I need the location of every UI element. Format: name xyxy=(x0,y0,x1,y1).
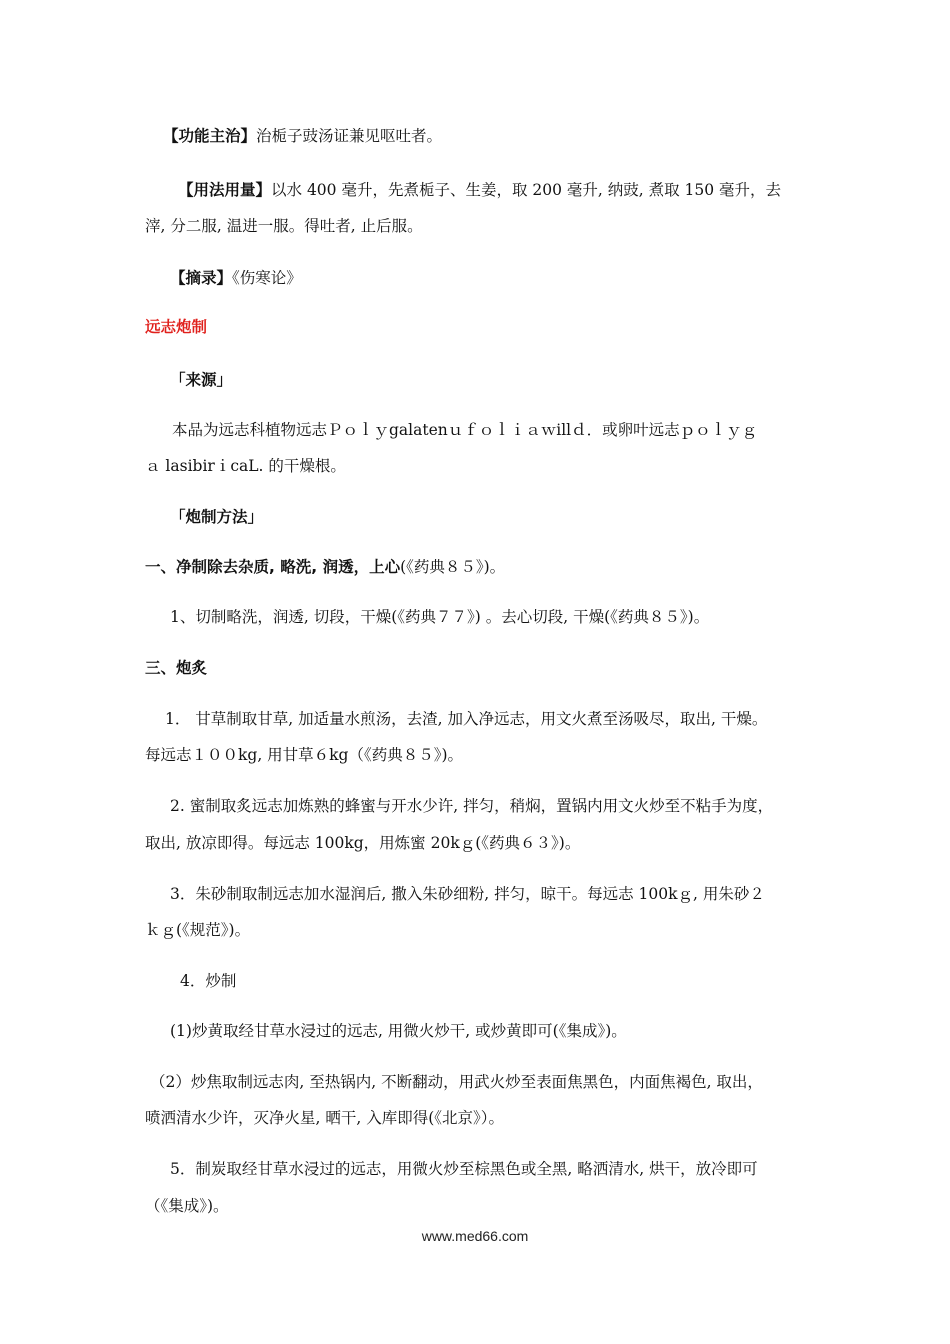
stir-fry-yellow: (1)炒黄取经甘草水浸过的远志, 用微火炒干, 或炒黄即可(《集成》)。 xyxy=(170,1022,627,1040)
carbonize-line-2: （《集成》)。 xyxy=(145,1197,229,1215)
method-cleaning-line xyxy=(145,557,505,577)
method-processing-heading: 三、炮炙 xyxy=(145,659,208,677)
stir-fry-charred-line-1: （2）炒焦取制远志肉, 至热锅内, 不断翻动，用武火炒至表面焦黑色，内面焦褐色, 取出， xyxy=(150,1073,763,1091)
stir-fry-charred-line-2: 喷洒清水少许，灭净火星, 晒干, 入库即得(《北京》）。 xyxy=(145,1109,505,1127)
excerpt-text: 《伤寒论》 xyxy=(232,269,302,287)
method-cutting: 1、切制略洗，润透, 切段，干燥(《药典７７》) 。去心切段, 干燥(《药典８５》)。 xyxy=(170,608,710,626)
licorice-method-line-2: 每远志１００kg, 用甘草６kg（《药典８５》)。 xyxy=(145,746,464,764)
usage-dosage-continuation: 滓, 分二服, 温进一服。得吐者, 止后服。 xyxy=(145,217,423,235)
usage-dosage-line xyxy=(178,180,781,200)
heading-method: 「炮制方法」 xyxy=(170,508,264,526)
source-text-line-2: ａ lasibirｉcaL. 的干燥根。 xyxy=(145,457,346,475)
carbonize-line-1: 5．制炭取经甘草水浸过的远志，用微火炒至棕黑色或全黑, 略洒清水, 烘干，放冷即可 xyxy=(170,1160,758,1178)
cinnabar-method-line-1: 3．朱砂制取制远志加水湿润后, 撒入朱砂细粉, 拌匀，晾干。每远志 100kｇ, 用朱砂２ xyxy=(170,885,765,903)
excerpt-label: 【摘录】 xyxy=(170,269,233,287)
function-indication-label: 【功能主治】 xyxy=(163,127,257,145)
footer-url: www.med66.com xyxy=(421,1228,529,1244)
method-cleaning-text: (《药典８５》)。 xyxy=(400,558,506,576)
usage-dosage-label: 【用法用量】 xyxy=(178,181,272,199)
method-cleaning-label: 一、净制除去杂质, 略洗, 润透，上心 xyxy=(145,558,401,576)
cinnabar-method-line-2: ｋｇ(《规范》)。 xyxy=(145,921,251,939)
section-title: 远志炮制 xyxy=(145,318,208,336)
function-indication-line xyxy=(163,126,442,146)
usage-dosage-text: 以水 400 毫升，先煮栀子、生姜，取 200 毫升, 纳豉, 煮取 150 毫升，去 xyxy=(271,181,782,199)
source-text-line-1: 本品为远志科植物远志Ｐｏｌｙgalatenｕｆｏｌｉａｗillｄ．或卵叶远志ｐｏｌｙｇ xyxy=(172,421,758,439)
function-indication-text: 治栀子豉汤证兼见呕吐者。 xyxy=(256,127,443,145)
honey-method-line-1: 2. 蜜制取炙远志加炼熟的蜂蜜与开水少许, 拌匀，稍焖，置锅内用文火炒至不粘手为度， xyxy=(170,797,774,815)
honey-method-line-2: 取出, 放凉即得。每远志 100kg，用炼蜜 20kｇ(《药典６３》)。 xyxy=(145,834,581,852)
heading-source: 「来源」 xyxy=(170,371,233,389)
excerpt-line xyxy=(170,268,302,288)
stir-fry-heading: 4．炒制 xyxy=(180,972,237,990)
licorice-method-line-1: 1． 甘草制取甘草, 加适量水煎汤，去渣, 加入净远志，用文火煮至汤吸尽，取出, 干燥。 xyxy=(165,710,768,728)
